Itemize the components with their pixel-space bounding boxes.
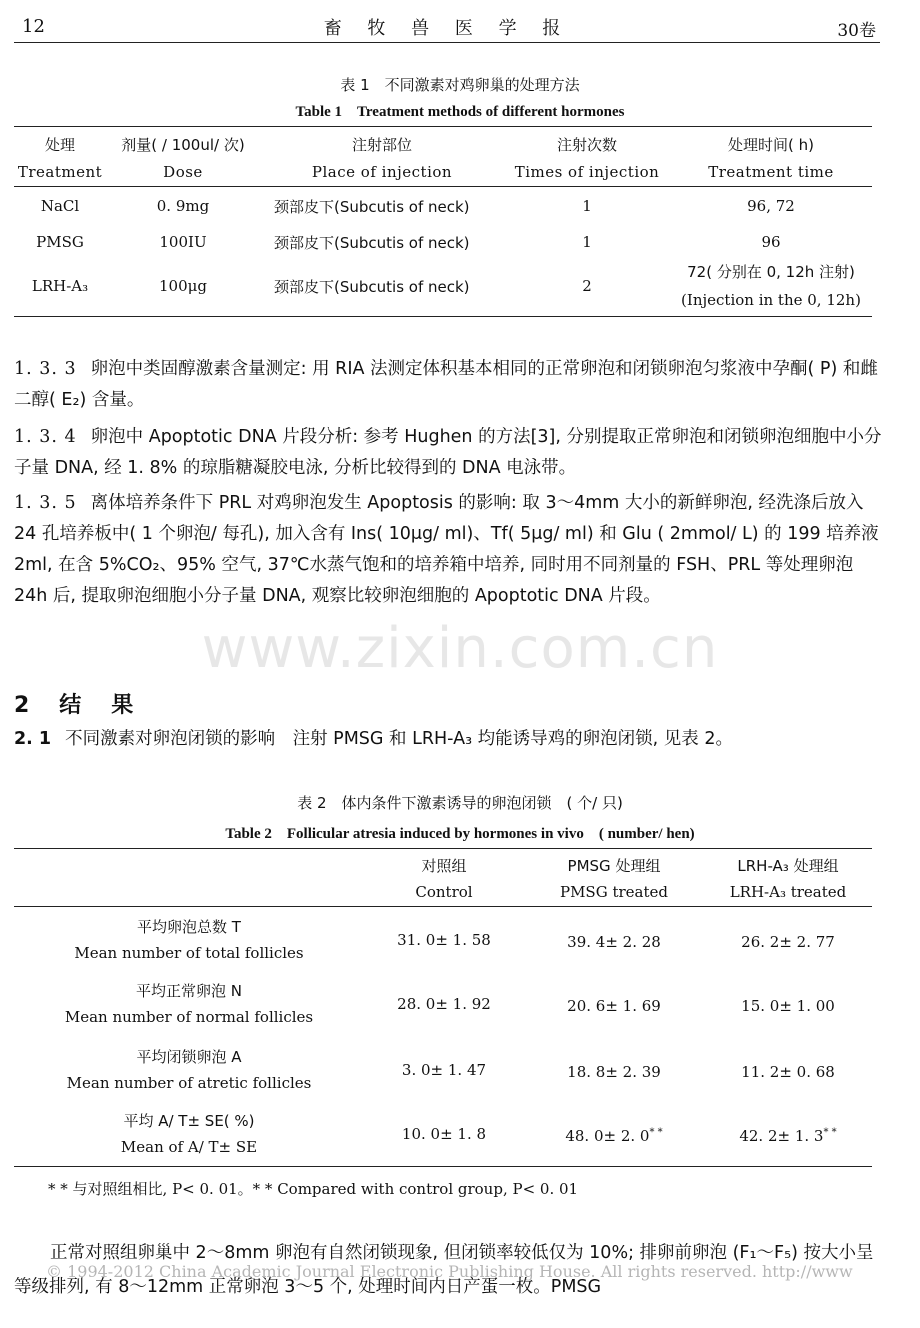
- cell-pmsg: [524, 926, 704, 955]
- cell-lrh: [704, 926, 872, 955]
- table1-bottom-rule: [14, 316, 872, 317]
- cell-control: 3. 0± 1. 47: [401, 1061, 487, 1079]
- cell-pmsg: [524, 1120, 704, 1149]
- table2-bottom-rule: [14, 1166, 872, 1167]
- paragraph-text: 卵泡中 Apoptotic DNA 片段分析: 参考 Hughen 的方法[3], 分别提取正常卵泡和闭锁卵泡细胞中小分子量 DNA, 经 1. 8% 的琼脂糖凝胶电泳, 分析比较得到的 DNA 电泳带。: [14, 427, 882, 478]
- row-label-en: Mean of A/ T± SE: [120, 1138, 258, 1156]
- table1-cell: 100μg: [159, 277, 207, 295]
- table2-caption-zh: 表 2 体内条件下激素诱导的卵泡闭锁 ( 个/ 只): [297, 794, 623, 812]
- table1-cell: 0. 9mg: [156, 197, 210, 215]
- page-header: [14, 12, 880, 43]
- journal-title: 畜 牧 兽 医 学 报: [323, 18, 571, 39]
- cell-control: 10. 0± 1. 8: [401, 1125, 487, 1143]
- table1-cell: 100IU: [159, 233, 207, 251]
- table1-header-cell: 注射次数: [556, 135, 617, 154]
- table1-cell: 2: [582, 277, 592, 295]
- cell-lrh: [704, 990, 872, 1019]
- row-label-en: Mean number of atretic follicles: [66, 1074, 312, 1092]
- table1-cell: 1: [582, 197, 592, 215]
- paragraph-number: 1. 3. 5: [14, 493, 77, 513]
- header-zh: LRH-A₃ 处理组: [737, 857, 839, 875]
- paragraph-text: 离体培养条件下 PRL 对鸡卵泡发生 Apoptosis 的影响: 取 3～4mm 大小的新鲜卵泡, 经洗涤后放入 24 孔培养板中( 1 个卵泡/ 每孔), 加入含有 Ins( 10μg/ ml)、Tf( 5μg/ ml) 和 Glu ( 2mmol/ L) 的 199 培养液 2ml, 在含 5%CO₂、95% 空气, 37℃水蒸气饱和的培养箱中培养, 同时用不同剂量的 FSH、PRL 等处理卵泡 24h 后, 提取卵泡细胞小分子量 DNA, 观察比较卵泡细胞的 Apoptotic DNA 片段。: [14, 493, 879, 606]
- cell-value: 26. 2± 2. 77: [741, 932, 835, 951]
- table-row: [14, 1102, 872, 1166]
- significance-mark: * *: [823, 1126, 837, 1138]
- subsection-2-1: [14, 725, 733, 750]
- closing-paragraph: 正常对照组卵巢中 2～8mm 卵泡有自然闭锁现象, 但闭锁率较低仅为 10%; 排卵前卵泡 (F₁～F₅) 按大小呈等级排列, 有 8～12mm 正常卵泡 3～5 个, 处理时间内日产蛋一枚。PMSG: [14, 1243, 874, 1297]
- table1-header-cell: 处理: [44, 135, 75, 154]
- cell-value: 11. 2± 0. 68: [741, 1062, 835, 1081]
- table1-cell: 颈部皮下(Subcutis of neck): [274, 277, 470, 296]
- table2-header-pmsg: [524, 853, 704, 905]
- table2-top-rule: [14, 848, 872, 849]
- header-en: LRH-A₃ treated: [729, 883, 847, 901]
- table1-header-en: [14, 160, 872, 184]
- cell-lrh: [704, 1120, 872, 1149]
- row-label-zh: 平均正常卵泡 N: [136, 982, 242, 1000]
- table1-header-zh: [14, 130, 872, 158]
- table1-header-cell: 剂量( / 100ul/ 次): [121, 135, 245, 154]
- cell-value: 39. 4± 2. 28: [567, 932, 661, 951]
- table1-cell-time-line1: 72( 分别在 0, 12h 注射): [687, 263, 855, 281]
- watermark: www.zixin.com.cn: [201, 616, 719, 681]
- table1-cell: 1: [582, 233, 592, 251]
- table-row: [14, 908, 872, 972]
- table1-header-cell: Treatment: [17, 163, 103, 181]
- copyright-watermark: © 1994-2012 China Academic Journal Electronic Publishing House. All rights reserved. http://www: [46, 1262, 853, 1281]
- table1-top-rule: [14, 126, 872, 127]
- table1-cell: 96, 72: [747, 197, 795, 215]
- header-en: PMSG treated: [559, 883, 668, 901]
- paragraph-1-3-5: [14, 488, 884, 612]
- header-zh: 对照组: [421, 857, 467, 875]
- paragraph-text: 卵泡中类固醇激素含量测定: 用 RIA 法测定体积基本相同的正常卵泡和闭锁卵泡匀浆液中孕酮( P) 和雌二醇( E₂) 含量。: [14, 359, 878, 410]
- row-label-zh: 平均 A/ T± SE( %): [123, 1112, 255, 1130]
- row-label-zh: 平均卵泡总数 T: [137, 918, 241, 936]
- table1-cell: 颈部皮下(Subcutis of neck): [274, 197, 470, 216]
- paragraph-1-3-4: [14, 422, 884, 484]
- table1-header-rule: [14, 186, 872, 187]
- table1-cell-time-line2: (Injection in the 0, 12h): [681, 291, 861, 309]
- page-number: 12: [22, 16, 45, 37]
- cell-value: 48. 0± 2. 0: [565, 1126, 650, 1145]
- paragraph-1-3-3: [14, 354, 884, 416]
- cell-control: 28. 0± 1. 92: [397, 995, 491, 1013]
- table1-header-cell: Times of injection: [514, 163, 660, 181]
- table1-header-cell: Dose: [163, 163, 203, 181]
- row-label-en: Mean number of normal follicles: [64, 1008, 314, 1026]
- table1-header-cell: Place of injection: [311, 163, 453, 181]
- table1-header-cell: 处理时间( h): [728, 135, 814, 154]
- cell-value: 42. 2± 1. 3: [739, 1126, 824, 1145]
- cell-lrh: [704, 1056, 872, 1085]
- section-heading: 2 结 果: [14, 693, 138, 718]
- table-row: [14, 258, 872, 314]
- header-en: Control: [415, 883, 473, 901]
- table2-header-rule: [14, 906, 872, 907]
- row-label-zh: 平均闭锁卵泡 A: [136, 1048, 242, 1066]
- paragraph-number: 1. 3. 3: [14, 359, 77, 379]
- cell-pmsg: [524, 990, 704, 1019]
- table2-footnote: * * 与对照组相比, P< 0. 01。* * Compared with control group, P< 0. 01: [48, 1180, 579, 1198]
- paragraph-number: 1. 3. 4: [14, 427, 77, 447]
- table1-caption-zh: 表 1 不同激素对鸡卵巢的处理方法: [340, 76, 580, 94]
- cell-value: 18. 8± 2. 39: [567, 1062, 661, 1081]
- table-row: [14, 188, 872, 224]
- row-label-en: Mean number of total follicles: [74, 944, 304, 962]
- table2-header: [14, 852, 872, 906]
- significance-mark: * *: [649, 1126, 663, 1138]
- table2-caption-en: Table 2 Follicular atresia induced by hormones in vivo ( number/ hen): [225, 826, 695, 842]
- row-label: [14, 978, 364, 1030]
- table2-header-control: [364, 853, 524, 905]
- table1-cell: 96: [761, 233, 781, 251]
- cell-control: 31. 0± 1. 58: [397, 931, 491, 949]
- cell-pmsg: [524, 1056, 704, 1085]
- row-label: [14, 1108, 364, 1160]
- table1-caption-en: Table 1 Treatment methods of different hormones: [295, 104, 625, 120]
- table1-cell: 颈部皮下(Subcutis of neck): [274, 233, 470, 252]
- subsection-text: 不同激素对卵泡闭锁的影响 注射 PMSG 和 LRH-A₃ 均能诱导鸡的卵泡闭锁, 见表 2。: [65, 729, 733, 749]
- table-row: [14, 224, 872, 260]
- table-row: [14, 972, 872, 1036]
- volume-label: 30卷: [837, 21, 876, 41]
- table1-header-cell: 注射部位: [351, 135, 412, 154]
- table2-header-lrh: [704, 853, 872, 905]
- row-label: [14, 1044, 364, 1096]
- table1-cell: PMSG: [36, 233, 84, 251]
- table1-cell: NaCl: [40, 197, 80, 215]
- header-zh: PMSG 处理组: [567, 857, 661, 875]
- cell-value: 20. 6± 1. 69: [567, 996, 661, 1015]
- table1-header-cell: Treatment time: [708, 163, 834, 181]
- table1-cell: LRH-A₃: [31, 277, 89, 295]
- cell-value: 15. 0± 1. 00: [741, 996, 835, 1015]
- table1-cell-time: [670, 258, 872, 314]
- subsection-number: 2. 1: [14, 729, 52, 749]
- table-row: [14, 1038, 872, 1102]
- row-label: [14, 914, 364, 966]
